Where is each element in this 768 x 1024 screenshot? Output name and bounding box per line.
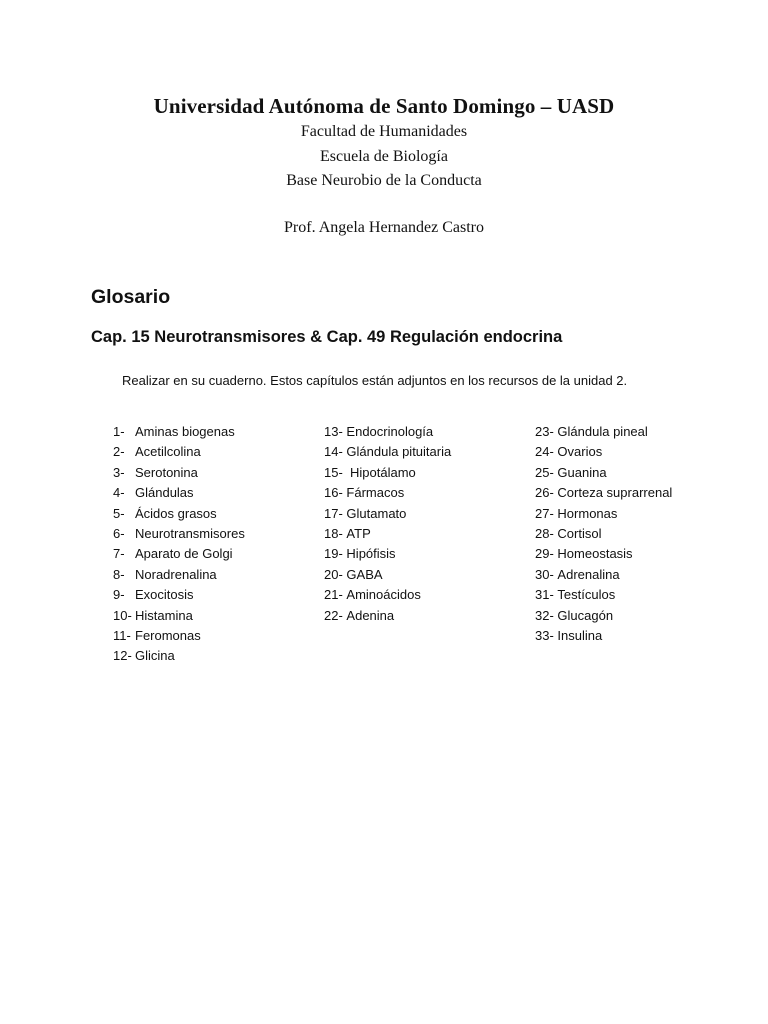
list-item — [324, 483, 524, 503]
item-term: Hormonas — [557, 505, 618, 521]
list-item — [113, 524, 313, 544]
list-item — [535, 442, 735, 462]
item-number: 31- — [535, 587, 554, 603]
item-term: Glutamato — [346, 505, 407, 521]
item-number: 17- — [324, 505, 343, 521]
item-number: 32- — [535, 607, 554, 623]
item-term: Corteza suprarrenal — [557, 485, 673, 501]
item-number: 9- — [113, 587, 125, 603]
item-term: Ovarios — [557, 444, 603, 460]
list-item — [113, 422, 313, 442]
list-item — [324, 463, 524, 483]
item-number: 25- — [535, 464, 554, 480]
item-number: 11- — [113, 628, 131, 644]
item-term: Glándula pituitaria — [346, 444, 452, 460]
item-term: Fármacos — [346, 485, 405, 501]
list-item — [113, 442, 313, 462]
item-term: Insulina — [557, 628, 603, 644]
item-number: 26- — [535, 485, 554, 501]
item-number: 7- — [113, 546, 125, 562]
item-number: 33- — [535, 628, 554, 644]
item-term: Ácidos grasos — [135, 505, 217, 521]
list-item — [324, 524, 524, 544]
item-number: 22- — [324, 607, 343, 623]
list-item — [535, 606, 735, 626]
university-name: Universidad Autónoma de Santo Domingo – UASD — [153, 94, 615, 118]
list-item — [324, 504, 524, 524]
item-term: ATP — [346, 526, 371, 542]
item-number: 29- — [535, 546, 554, 562]
list-item — [324, 585, 524, 605]
item-number: 2- — [113, 444, 125, 460]
item-number: 30- — [535, 566, 554, 582]
item-term: Noradrenalina — [135, 566, 217, 582]
item-term: Adenina — [346, 607, 395, 623]
list-item — [535, 544, 735, 564]
item-number: 3- — [113, 464, 125, 480]
list-item — [113, 504, 313, 524]
chapter-title: Cap. 15 Neurotransmisores & Cap. 49 Regulación endocrina — [91, 328, 563, 346]
list-item — [535, 504, 735, 524]
list-item — [535, 483, 735, 503]
item-number: 28- — [535, 526, 554, 542]
item-number: 24- — [535, 444, 554, 460]
item-term: Glándula pineal — [557, 424, 648, 439]
item-number: 5- — [113, 505, 125, 521]
list-item — [113, 585, 313, 605]
list-item — [113, 483, 313, 503]
item-number: 13- — [324, 424, 343, 439]
glossary-column-1 — [113, 422, 313, 667]
item-term: Serotonina — [135, 464, 198, 480]
instructions: Realizar en su cuaderno. Estos capítulos están adjuntos en los recursos de la unidad 2. — [122, 373, 628, 388]
item-number: 19- — [324, 546, 343, 562]
item-number: 1- — [113, 424, 125, 439]
list-item — [535, 463, 735, 483]
document-header — [0, 92, 768, 240]
item-term: GABA — [346, 566, 383, 582]
list-item — [535, 565, 735, 585]
item-number: 20- — [324, 566, 343, 582]
list-item — [535, 524, 735, 544]
item-term: Aparato de Golgi — [135, 546, 233, 562]
item-number: 12- — [113, 648, 132, 664]
item-term: Acetilcolina — [135, 444, 201, 460]
list-item — [324, 544, 524, 564]
item-number: 16- — [324, 485, 343, 501]
item-term: Glicina — [135, 648, 175, 664]
list-item — [113, 626, 313, 646]
item-term: Testículos — [557, 587, 616, 603]
item-term: Adrenalina — [557, 566, 620, 582]
school-name: Escuela de Biología — [320, 147, 448, 165]
list-item — [324, 422, 524, 442]
course-name: Base Neurobio de la Conducta — [286, 172, 482, 189]
faculty-name: Facultad de Humanidades — [300, 123, 468, 140]
item-term: Histamina — [135, 607, 193, 623]
list-item — [113, 565, 313, 585]
item-term: Guanina — [557, 464, 607, 480]
list-item — [113, 544, 313, 564]
list-item — [324, 442, 524, 462]
item-term: Endocrinología — [346, 424, 434, 439]
glossary-column-2 — [324, 422, 524, 626]
professor-name: Prof. Angela Hernandez Castro — [284, 218, 484, 236]
item-term: Exocitosis — [135, 587, 194, 603]
section-title: Glosario — [91, 286, 171, 308]
item-number: 21- — [324, 587, 343, 603]
item-term: Cortisol — [557, 526, 602, 542]
item-number: 27- — [535, 505, 554, 521]
item-term: Neurotransmisores — [135, 526, 245, 542]
list-item — [113, 463, 313, 483]
item-term: Homeostasis — [557, 546, 633, 562]
item-term: Glándulas — [135, 485, 194, 501]
item-term: Hipófisis — [346, 546, 396, 562]
list-item — [113, 606, 313, 626]
list-item — [113, 646, 313, 666]
item-term: Glucagón — [557, 607, 614, 623]
item-term: Feromonas — [135, 628, 201, 644]
item-number: 18- — [324, 526, 343, 542]
item-term: Hipotálamo — [346, 464, 416, 480]
item-number: 23- — [535, 424, 554, 439]
item-number: 10- — [113, 607, 132, 623]
item-term: Aminoácidos — [346, 587, 421, 603]
item-term: Aminas biogenas — [135, 424, 235, 439]
item-number: 14- — [324, 444, 343, 460]
item-number: 8- — [113, 566, 125, 582]
list-item — [535, 422, 735, 442]
item-number: 15- — [324, 464, 343, 480]
item-number: 4- — [113, 485, 125, 501]
list-item — [535, 585, 735, 605]
list-item — [324, 565, 524, 585]
glossary-column-3 — [535, 422, 735, 646]
item-number: 6- — [113, 526, 125, 542]
list-item — [535, 626, 735, 646]
list-item — [324, 606, 524, 626]
